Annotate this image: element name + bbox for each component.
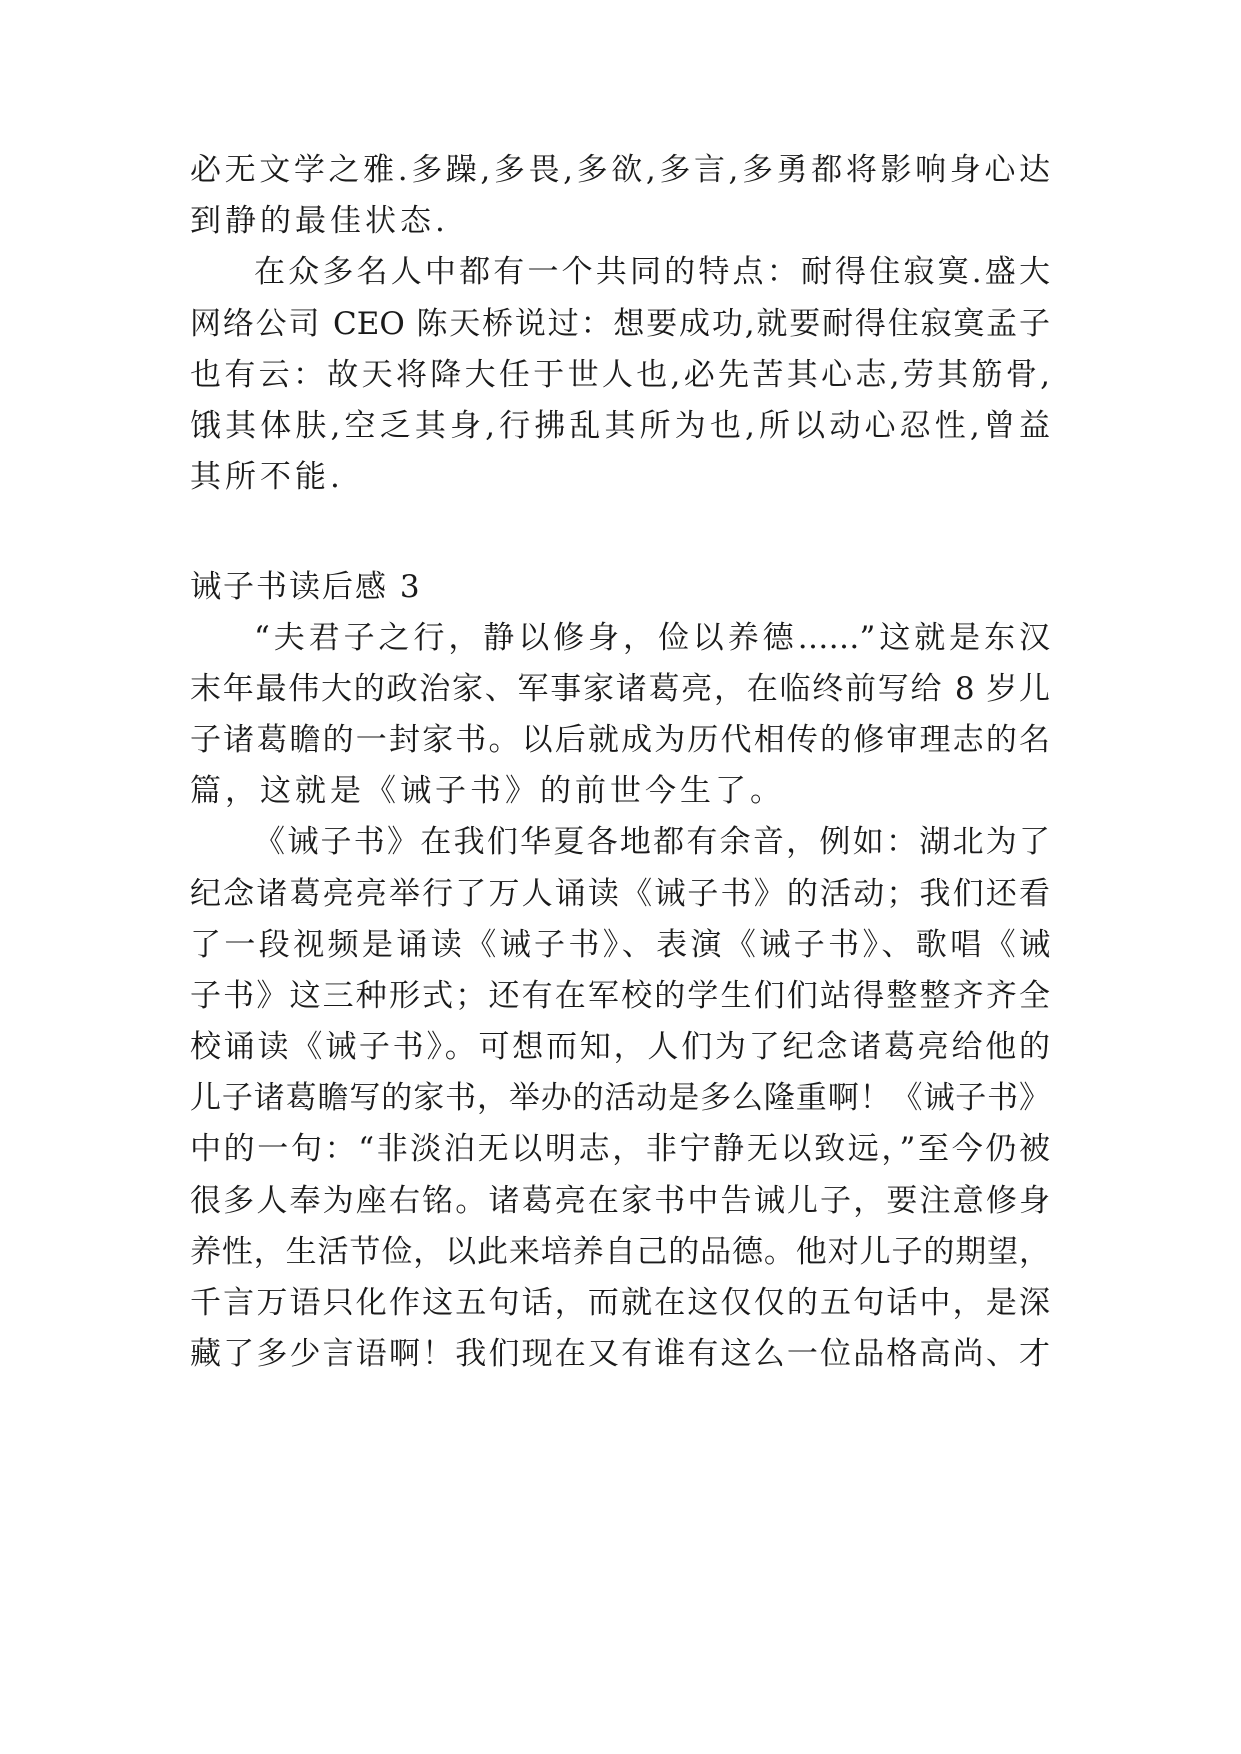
paragraph-line: 必无文学之雅.多躁,多畏,多欲,多言,多勇都将影响身心达 xyxy=(190,152,1050,188)
paragraph-line: 纪念诸葛亮亮举行了万人诵读《诫子书》的活动；我们还看 xyxy=(190,876,1050,912)
paragraph-line: 其所不能. xyxy=(190,459,344,495)
paragraph-line: 饿其体肤,空乏其身,行拂乱其所为也,所以动心忍性,曾益 xyxy=(190,408,1050,444)
paragraph-line: 网络公司 CEO 陈天桥说过：想要成功,就要耐得住寂寞孟子 xyxy=(190,306,1050,342)
paragraph-line: 在众多名人中都有一个共同的特点：耐得住寂寞.盛大 xyxy=(254,254,1050,290)
paragraph-line: 《诫子书》在我们华夏各地都有余音，例如：湖北为了 xyxy=(254,824,1050,860)
paragraph-line: 子诸葛瞻的一封家书。以后就成为历代相传的修审理志的名 xyxy=(190,722,1050,758)
paragraph-line: 了一段视频是诵读《诫子书》、表演《诫子书》、歌唱《诫 xyxy=(190,927,1050,963)
paragraph-line: 儿子诸葛瞻写的家书，举办的活动是多么隆重啊！《诫子书》 xyxy=(190,1080,1050,1116)
paragraph-line: 很多人奉为座右铭。诸葛亮在家书中告诫儿子，要注意修身 xyxy=(190,1183,1050,1219)
paragraph-line: 中的一句：“非淡泊无以明志，非宁静无以致远，”至今仍被 xyxy=(190,1131,1050,1167)
paragraph-line: 篇，这就是《诫子书》的前世今生了。 xyxy=(190,773,785,809)
section-heading: 诫子书读后感 3 xyxy=(190,569,422,605)
paragraph-line: 校诵读《诫子书》。可想而知，人们为了纪念诸葛亮给他的 xyxy=(190,1029,1050,1065)
paragraph-line: 也有云：故天将降大任于世人也,必先苦其心志,劳其筋骨, xyxy=(190,357,1050,393)
paragraph-line: 养性，生活节俭，以此来培养自己的品德。他对儿子的期望， xyxy=(190,1234,1050,1270)
paragraph-line: 末年最伟大的政治家、军事家诸葛亮，在临终前写给 8 岁儿 xyxy=(190,671,1050,707)
paragraph-line: 千言万语只化作这五句话，而就在这仅仅的五句话中，是深 xyxy=(190,1285,1050,1321)
paragraph-line: 藏了多少言语啊！我们现在又有谁有这么一位品格高尚、才 xyxy=(190,1336,1050,1372)
paragraph-line: “夫君子之行，静以修身，俭以养德……”这就是东汉 xyxy=(254,620,1050,656)
paragraph-line: 到静的最佳状态. xyxy=(190,203,449,239)
paragraph-line: 子书》这三种形式；还有在军校的学生们们站得整整齐齐全 xyxy=(190,978,1050,1014)
